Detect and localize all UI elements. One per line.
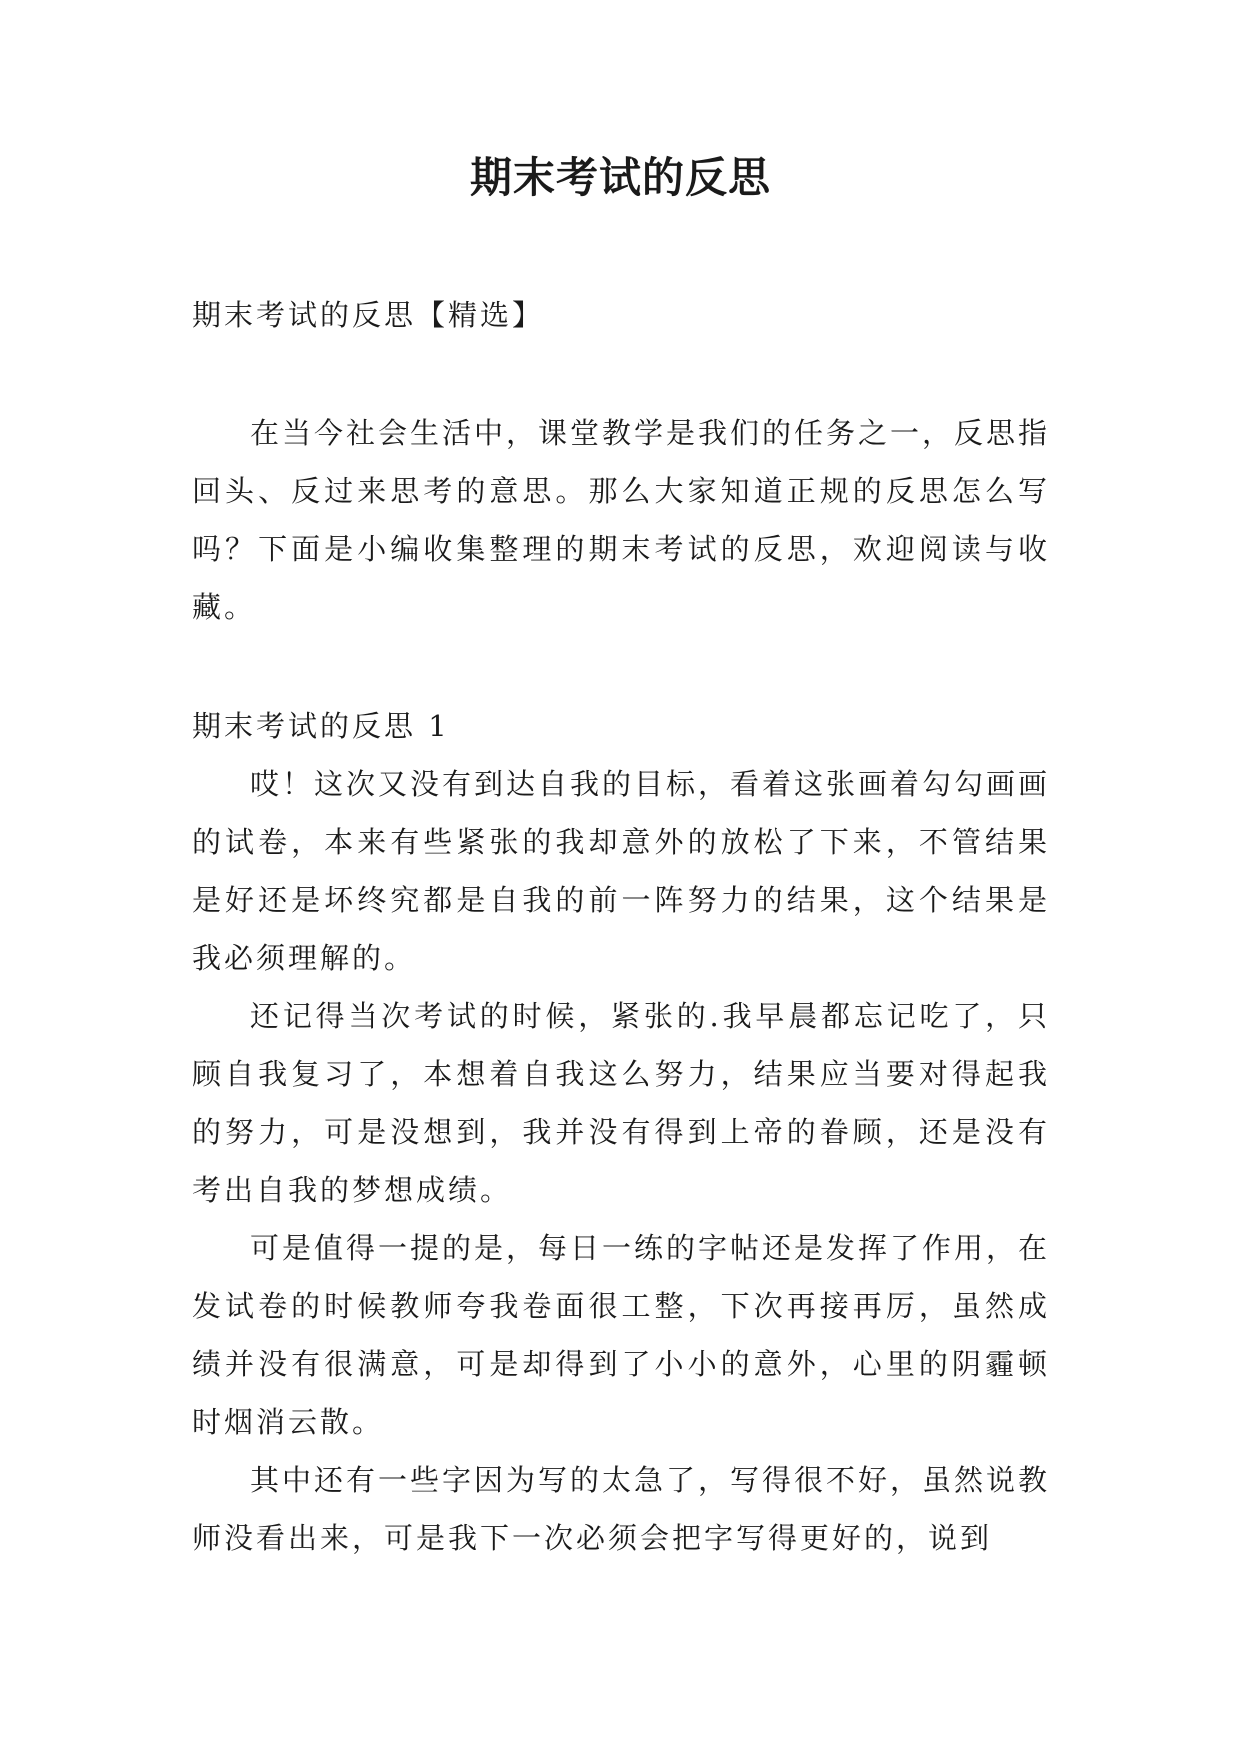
body-paragraph: 可是值得一提的是，每日一练的字帖还是发挥了作用，在发试卷的时候教师夸我卷面很工整，下次再接再厉，虽然成绩并没有很满意，可是却得到了小小的意外，心里的阴霾顿时烟消云散。 <box>192 1231 1051 1439</box>
body-paragraph: 其中还有一些字因为写的太急了，写得很不好，虽然说教师没看出来，可是我下一次必须会把字写得更好的，说到 <box>192 1463 1051 1555</box>
body-paragraph: 还记得当次考试的时候，紧张的.我早晨都忘记吃了，只顾自我复习了，本想着自我这么努力，结果应当要对得起我的努力，可是没想到，我并没有得到上帝的眷顾，还是没有考出自我的梦想成绩。 <box>192 999 1050 1207</box>
subtitle-text: 期末考试的反思【精选】 <box>192 298 545 332</box>
body-paragraph: 哎！这次又没有到达自我的目标，看着这张画着勾勾画画的试卷，本来有些紧张的我却意外的放松了下来，不管结果是好还是坏终究都是自我的前一阵努力的结果，这个结果是我必须理解的。 <box>192 767 1051 975</box>
document-subtitle <box>192 286 1050 344</box>
intro-paragraph: 在当今社会生活中，课堂教学是我们的任务之一，反思指回头、反过来思考的意思。那么大家知道正规的反思怎么写吗？下面是小编收集整理的期末考试的反思，欢迎阅读与收藏。 <box>192 416 1051 624</box>
essay-section-1 <box>192 697 1050 1567</box>
section-heading: 期末考试的反思 1 <box>192 709 450 743</box>
document-title: 期末考试的反思 <box>469 153 771 202</box>
intro-section <box>192 404 1050 636</box>
